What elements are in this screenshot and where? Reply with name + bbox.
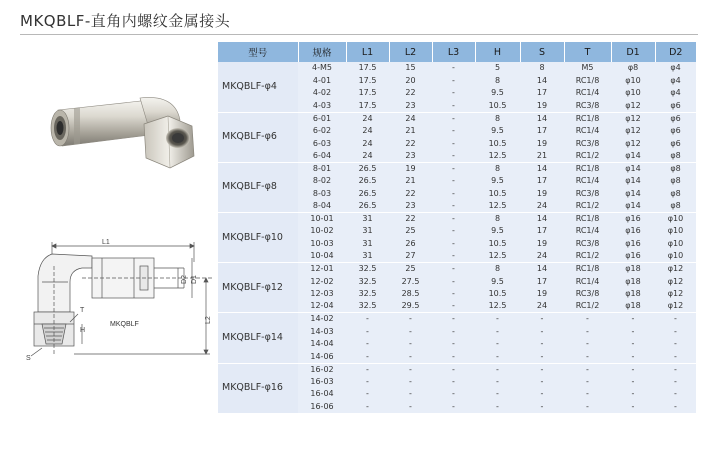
table-cell: -: [432, 388, 475, 401]
table-cell: RC1/2: [564, 250, 611, 263]
table-cell: -: [389, 338, 432, 351]
table-cell: φ14: [611, 200, 655, 213]
table-cell: 14: [520, 162, 564, 175]
table-cell: 14-06: [298, 351, 346, 364]
table-cell: 17.5: [346, 75, 389, 88]
table-cell: 14-03: [298, 325, 346, 338]
table-row: [218, 313, 696, 326]
table-cell: 10-01: [298, 213, 346, 226]
table-cell: 10.5: [475, 100, 520, 113]
table-cell: 10.5: [475, 288, 520, 301]
table-cell: 8: [475, 162, 520, 175]
table-cell: φ8: [655, 162, 696, 175]
table-cell: -: [520, 401, 564, 414]
table-cell: φ8: [655, 200, 696, 213]
table-cell: -: [564, 363, 611, 376]
table-cell: φ16: [611, 225, 655, 238]
table-cell: φ16: [611, 213, 655, 226]
table-cell: 23: [389, 200, 432, 213]
table-cell: -: [564, 325, 611, 338]
table-cell: RC1/2: [564, 300, 611, 313]
table-cell: 29.5: [389, 300, 432, 313]
table-cell: 27.5: [389, 275, 432, 288]
table-cell: 24: [346, 150, 389, 163]
model-cell: MKQBLF-φ4: [218, 62, 298, 112]
table-cell: 8: [475, 263, 520, 276]
table-cell: φ10: [655, 250, 696, 263]
dim-label-l2: L2: [205, 316, 212, 324]
drawing-model-label: MKQBLF: [110, 321, 139, 328]
table-cell: -: [432, 162, 475, 175]
table-cell: φ4: [655, 87, 696, 100]
table-row: [218, 62, 696, 75]
table-cell: 25: [389, 263, 432, 276]
table-cell: 14: [520, 112, 564, 125]
table-cell: 8: [475, 112, 520, 125]
table-cell: φ4: [655, 62, 696, 75]
table-cell: φ18: [611, 263, 655, 276]
table-cell: φ8: [611, 62, 655, 75]
dim-label-h: H: [80, 327, 86, 334]
table-cell: 4-01: [298, 75, 346, 88]
table-cell: 24: [389, 112, 432, 125]
table-cell: φ6: [655, 100, 696, 113]
table-cell: -: [432, 288, 475, 301]
table-cell: M5: [564, 62, 611, 75]
table-cell: 12.5: [475, 150, 520, 163]
table-cell: -: [432, 250, 475, 263]
table-cell: -: [432, 313, 475, 326]
table-cell: RC1/8: [564, 162, 611, 175]
table-cell: -: [564, 351, 611, 364]
column-header: T: [564, 42, 611, 62]
table-cell: 17: [520, 87, 564, 100]
column-header: L1: [346, 42, 389, 62]
column-header: H: [475, 42, 520, 62]
table-cell: -: [520, 351, 564, 364]
table-cell: -: [389, 376, 432, 389]
table-cell: 17: [520, 125, 564, 138]
table-row: [218, 112, 696, 125]
table-cell: 9.5: [475, 125, 520, 138]
table-row: [218, 363, 696, 376]
table-cell: -: [389, 313, 432, 326]
table-cell: φ12: [611, 100, 655, 113]
table-cell: φ10: [655, 225, 696, 238]
table-cell: 19: [520, 137, 564, 150]
table-cell: -: [475, 351, 520, 364]
table-cell: RC1/8: [564, 263, 611, 276]
table-cell: 10.5: [475, 137, 520, 150]
table-cell: 25: [389, 225, 432, 238]
table-cell: RC1/2: [564, 200, 611, 213]
table-cell: -: [389, 388, 432, 401]
table-cell: 24: [346, 125, 389, 138]
table-cell: RC1/4: [564, 225, 611, 238]
model-cell: MKQBLF-φ10: [218, 213, 298, 263]
table-cell: 10.5: [475, 238, 520, 251]
table-cell: -: [432, 100, 475, 113]
table-cell: 17.5: [346, 100, 389, 113]
table-cell: -: [432, 137, 475, 150]
table-cell: -: [389, 325, 432, 338]
table-cell: 6-01: [298, 112, 346, 125]
table-cell: φ10: [655, 213, 696, 226]
table-cell: φ4: [655, 75, 696, 88]
table-cell: φ10: [655, 238, 696, 251]
table-cell: -: [346, 351, 389, 364]
table-cell: -: [611, 351, 655, 364]
table-cell: -: [432, 376, 475, 389]
table-cell: 9.5: [475, 225, 520, 238]
table-cell: 6-02: [298, 125, 346, 138]
table-cell: φ10: [611, 87, 655, 100]
table-cell: φ12: [611, 125, 655, 138]
table-cell: -: [655, 401, 696, 414]
table-cell: 12-04: [298, 300, 346, 313]
table-cell: -: [389, 401, 432, 414]
table-cell: 26.5: [346, 187, 389, 200]
table-cell: -: [564, 338, 611, 351]
table-row: [218, 263, 696, 276]
dim-label-l1: L1: [102, 239, 110, 246]
table-cell: -: [611, 388, 655, 401]
column-header: S: [520, 42, 564, 62]
table-cell: 22: [389, 87, 432, 100]
table-cell: 10.5: [475, 187, 520, 200]
table-cell: φ14: [611, 162, 655, 175]
table-cell: -: [432, 275, 475, 288]
table-cell: 10-03: [298, 238, 346, 251]
table-cell: RC1/4: [564, 175, 611, 188]
table-cell: φ18: [611, 288, 655, 301]
table-cell: -: [475, 363, 520, 376]
table-cell: -: [432, 112, 475, 125]
table-cell: φ14: [611, 150, 655, 163]
page-title: MKQBLF-直角内螺纹金属接头: [20, 12, 231, 30]
table-cell: 16-02: [298, 363, 346, 376]
table-cell: 17.5: [346, 87, 389, 100]
table-cell: 5: [475, 62, 520, 75]
table-cell: 24: [520, 300, 564, 313]
table-cell: φ12: [655, 263, 696, 276]
table-cell: 19: [389, 162, 432, 175]
table-cell: φ18: [611, 275, 655, 288]
table-cell: RC3/8: [564, 187, 611, 200]
table-cell: -: [432, 263, 475, 276]
table-cell: φ12: [655, 288, 696, 301]
table-cell: 4-02: [298, 87, 346, 100]
table-cell: 16-03: [298, 376, 346, 389]
table-cell: φ10: [611, 75, 655, 88]
table-cell: 21: [520, 150, 564, 163]
table-cell: 12-01: [298, 263, 346, 276]
table-cell: -: [475, 388, 520, 401]
table-cell: 14: [520, 213, 564, 226]
table-cell: -: [432, 338, 475, 351]
table-cell: 8: [475, 75, 520, 88]
table-cell: 31: [346, 250, 389, 263]
table-cell: 32.5: [346, 288, 389, 301]
table-cell: -: [346, 376, 389, 389]
table-cell: -: [520, 325, 564, 338]
table-row: [218, 213, 696, 226]
table-cell: -: [655, 338, 696, 351]
table-cell: 9.5: [475, 275, 520, 288]
table-cell: -: [520, 338, 564, 351]
table-cell: 14-04: [298, 338, 346, 351]
table-cell: 12-03: [298, 288, 346, 301]
table-cell: 22: [389, 137, 432, 150]
table-cell: RC1/4: [564, 275, 611, 288]
table-cell: RC3/8: [564, 288, 611, 301]
table-cell: -: [655, 388, 696, 401]
table-cell: 26: [389, 238, 432, 251]
title-divider: [20, 34, 698, 35]
table-cell: φ16: [611, 238, 655, 251]
table-cell: 8-03: [298, 187, 346, 200]
dim-label-d1: D1: [191, 275, 198, 284]
table-cell: 26.5: [346, 162, 389, 175]
table-cell: φ8: [655, 187, 696, 200]
table-cell: -: [432, 75, 475, 88]
table-cell: RC1/2: [564, 150, 611, 163]
table-cell: 31: [346, 225, 389, 238]
table-cell: 19: [520, 100, 564, 113]
table-body: [218, 62, 696, 413]
table-cell: φ6: [655, 137, 696, 150]
table-cell: 14: [520, 263, 564, 276]
table-cell: -: [432, 351, 475, 364]
table-cell: -: [475, 313, 520, 326]
table-cell: φ6: [655, 112, 696, 125]
table-cell: -: [432, 401, 475, 414]
table-cell: -: [346, 401, 389, 414]
table-cell: -: [389, 351, 432, 364]
table-cell: 23: [389, 100, 432, 113]
table-cell: -: [564, 401, 611, 414]
table-cell: -: [655, 376, 696, 389]
table-cell: 12.5: [475, 200, 520, 213]
table-cell: -: [475, 401, 520, 414]
table-cell: 27: [389, 250, 432, 263]
table-cell: 9.5: [475, 87, 520, 100]
table-cell: φ14: [611, 175, 655, 188]
table-cell: 4-03: [298, 100, 346, 113]
table-cell: 24: [520, 200, 564, 213]
table-cell: -: [346, 313, 389, 326]
table-cell: -: [564, 388, 611, 401]
table-cell: 17: [520, 275, 564, 288]
table-cell: 19: [520, 187, 564, 200]
column-header: L2: [389, 42, 432, 62]
product-photo: [40, 72, 210, 182]
table-cell: 12-02: [298, 275, 346, 288]
table-cell: -: [346, 388, 389, 401]
table-cell: -: [432, 175, 475, 188]
column-header: 型号: [218, 42, 298, 62]
table-cell: 20: [389, 75, 432, 88]
table-cell: φ14: [611, 187, 655, 200]
table-cell: 32.5: [346, 275, 389, 288]
table-cell: 8-01: [298, 162, 346, 175]
table-cell: -: [346, 363, 389, 376]
table-cell: 32.5: [346, 263, 389, 276]
table-cell: 17: [520, 175, 564, 188]
table-cell: -: [564, 376, 611, 389]
column-header: D1: [611, 42, 655, 62]
table-cell: 17: [520, 225, 564, 238]
table-cell: 16-04: [298, 388, 346, 401]
table-cell: φ8: [655, 150, 696, 163]
table-cell: -: [432, 125, 475, 138]
table-cell: φ12: [611, 137, 655, 150]
model-cell: MKQBLF-φ6: [218, 112, 298, 162]
table-cell: 6-03: [298, 137, 346, 150]
table-cell: 8: [520, 62, 564, 75]
table-cell: -: [655, 351, 696, 364]
table-cell: -: [432, 62, 475, 75]
table-cell: 26.5: [346, 175, 389, 188]
table-cell: -: [611, 363, 655, 376]
technical-drawing: [22, 232, 222, 372]
table-cell: RC1/8: [564, 75, 611, 88]
table-cell: RC1/8: [564, 112, 611, 125]
table-cell: φ6: [655, 125, 696, 138]
table-cell: 10-04: [298, 250, 346, 263]
table-cell: φ12: [655, 300, 696, 313]
table-cell: -: [520, 376, 564, 389]
table-cell: -: [611, 325, 655, 338]
table-cell: -: [520, 388, 564, 401]
table-cell: 12.5: [475, 300, 520, 313]
table-cell: -: [520, 363, 564, 376]
table-cell: -: [432, 225, 475, 238]
table-cell: -: [346, 325, 389, 338]
table-cell: 19: [520, 288, 564, 301]
table-cell: -: [432, 187, 475, 200]
table-cell: 8: [475, 213, 520, 226]
table-cell: RC3/8: [564, 238, 611, 251]
table-cell: 23: [389, 150, 432, 163]
table-cell: 24: [520, 250, 564, 263]
table-cell: 24: [346, 112, 389, 125]
table-cell: -: [346, 338, 389, 351]
table-cell: 19: [520, 238, 564, 251]
table-cell: -: [520, 313, 564, 326]
table-cell: 16-06: [298, 401, 346, 414]
table-cell: 32.5: [346, 300, 389, 313]
table-cell: -: [655, 363, 696, 376]
table-cell: φ18: [611, 300, 655, 313]
table-cell: -: [611, 376, 655, 389]
table-cell: 9.5: [475, 175, 520, 188]
table-cell: 8-02: [298, 175, 346, 188]
dim-label-t: T: [80, 307, 85, 314]
dim-label-s: S: [26, 355, 31, 362]
model-cell: MKQBLF-φ16: [218, 363, 298, 413]
table-cell: -: [432, 300, 475, 313]
dim-label-d2: D2: [181, 275, 188, 284]
table-cell: -: [432, 200, 475, 213]
table-cell: 21: [389, 175, 432, 188]
table-cell: φ8: [655, 175, 696, 188]
table-cell: 14: [520, 75, 564, 88]
table-cell: 8-04: [298, 200, 346, 213]
table-cell: 31: [346, 213, 389, 226]
column-header: 规格: [298, 42, 346, 62]
model-cell: MKQBLF-φ12: [218, 263, 298, 313]
table-cell: -: [655, 325, 696, 338]
table-cell: 17.5: [346, 62, 389, 75]
table-cell: -: [611, 338, 655, 351]
table-cell: 21: [389, 125, 432, 138]
model-cell: MKQBLF-φ14: [218, 313, 298, 363]
table-cell: RC3/8: [564, 100, 611, 113]
table-cell: 4-M5: [298, 62, 346, 75]
table-cell: -: [475, 338, 520, 351]
table-row: [218, 162, 696, 175]
table-cell: φ12: [611, 112, 655, 125]
table-cell: φ16: [611, 250, 655, 263]
table-cell: -: [655, 313, 696, 326]
table-cell: RC1/4: [564, 125, 611, 138]
spec-table: [218, 42, 696, 413]
table-cell: -: [389, 363, 432, 376]
table-cell: -: [475, 376, 520, 389]
table-cell: RC1/4: [564, 87, 611, 100]
table-cell: -: [432, 238, 475, 251]
table-cell: -: [611, 401, 655, 414]
table-cell: -: [432, 87, 475, 100]
column-header: D2: [655, 42, 696, 62]
table-cell: 14-02: [298, 313, 346, 326]
table-cell: RC1/8: [564, 213, 611, 226]
table-cell: 15: [389, 62, 432, 75]
table-cell: -: [432, 363, 475, 376]
table-cell: 24: [346, 137, 389, 150]
table-cell: 31: [346, 238, 389, 251]
table-cell: -: [611, 313, 655, 326]
model-cell: MKQBLF-φ8: [218, 162, 298, 212]
table-cell: -: [432, 325, 475, 338]
table-cell: -: [475, 325, 520, 338]
table-cell: 12.5: [475, 250, 520, 263]
table-cell: -: [564, 313, 611, 326]
column-header: L3: [432, 42, 475, 62]
table-cell: 28.5: [389, 288, 432, 301]
table-header-row: [218, 42, 696, 62]
table-cell: 10-02: [298, 225, 346, 238]
table-cell: RC3/8: [564, 137, 611, 150]
table-cell: φ12: [655, 275, 696, 288]
table-cell: 6-04: [298, 150, 346, 163]
table-cell: 22: [389, 213, 432, 226]
table-cell: 26.5: [346, 200, 389, 213]
table-cell: 22: [389, 187, 432, 200]
table-cell: -: [432, 213, 475, 226]
table-cell: -: [432, 150, 475, 163]
